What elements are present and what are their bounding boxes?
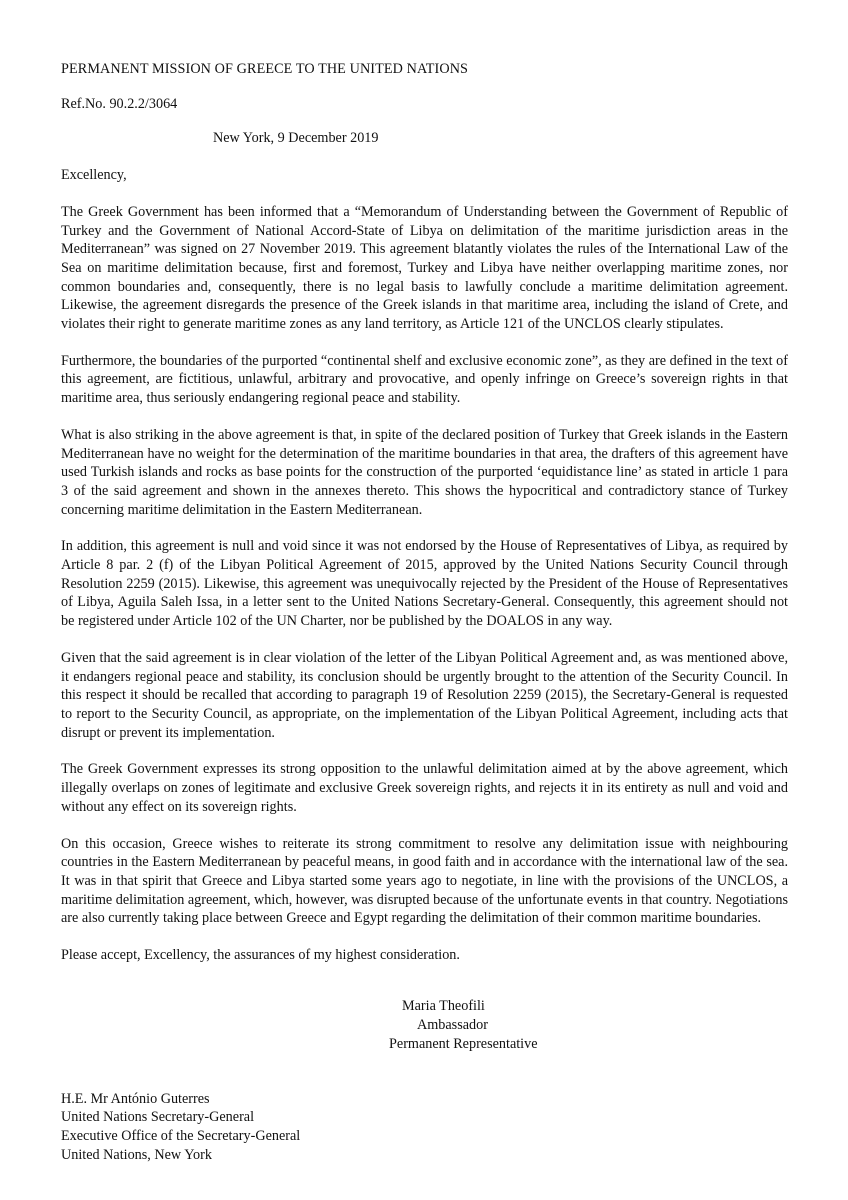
body-paragraph: In addition, this agreement is null and void since it was not endorsed by the House of Representatives of Libya, as required by Article 8 par. 2 (f) of the Libyan Political Agreement of 2015, approved by the United Nations Security Council through Resolution 2259 (2015). Likewise, this agreement was unequivocally rejected by the President of the House of Representatives of Libya, Aguila Saleh Issa, in a letter sent to the United Nations Secretary-General. Consequently, this agreement should not be registered under Article 102 of the UN Charter, nor be published by the DOALOS in any way. <box>61 538 788 630</box>
addressee-line: Executive Office of the Secretary-General <box>61 1128 301 1145</box>
letter-date: New York, 9 December 2019 <box>213 130 379 147</box>
letter-header: PERMANENT MISSION OF GREECE TO THE UNITED NATIONS <box>61 61 469 77</box>
signatory-title: Ambassador <box>417 1016 488 1033</box>
addressee-line: United Nations Secretary-General <box>61 1109 255 1126</box>
addressee-block <box>61 1090 788 1165</box>
body-paragraph: The Greek Government has been informed that a “Memorandum of Understanding between the Government of Republic of Turkey and the Government of National Accord-State of Libya on delimitation of the maritime jurisdiction areas in the Mediterranean” was signed on 27 November 2019. This agreement blatantly violates the rules of the International Law of the Sea on maritime delimitation because, first and foremost, Turkey and Libya have neither overlapping maritime zones, nor common boundaries and, consequently, there is no legal basis to lawfully conclude a maritime delimitation agreement. Likewise, the agreement disregards the presence of the Greek islands in that maritime area, including the island of Crete, and violates their right to generate maritime zones as any land territory, as Article 121 of the UNCLOS clearly stipulates. <box>61 203 788 333</box>
body-paragraph: Furthermore, the boundaries of the purported “continental shelf and exclusive economic zone”, as they are defined in the text of this agreement, are fictitious, unlawful, arbitrary and provocative, and openly infringe on Greece’s sovereign rights in that maritime area, thus seriously endangering regional peace and stability. <box>61 352 788 407</box>
closing-line: Please accept, Excellency, the assurances of my highest consideration. <box>61 947 460 964</box>
signature-block <box>61 997 788 1053</box>
signatory-role: Permanent Representative <box>389 1035 538 1052</box>
body-paragraph: What is also striking in the above agreement is that, in spite of the declared position of Turkey that Greek islands in the Eastern Mediterranean have no weight for the determination of the maritime boundaries in that area, the drafters of this agreement have used Turkish islands and rocks as base points for the construction of the purported ‘equidistance line’ as stated in article 1 para 3 of the said agreement and shown in the annexes thereto. This shows the hypocritical and contradictory stance of Turkey concerning maritime delimitation in the Eastern Mediterranean. <box>61 426 788 518</box>
letter-body <box>61 203 788 928</box>
reference-number: Ref.No. 90.2.2/3064 <box>61 95 178 112</box>
signatory-name: Maria Theofili <box>402 997 485 1014</box>
addressee-line: United Nations, New York <box>61 1146 212 1163</box>
salutation: Excellency, <box>61 167 127 184</box>
addressee-line: H.E. Mr António Guterres <box>61 1090 210 1107</box>
body-paragraph: Given that the said agreement is in clear violation of the letter of the Libyan Political Agreement and, as was mentioned above, it endangers regional peace and stability, its conclusion should be urgently brought to the attention of the Security Council. In this respect it should be recalled that according to paragraph 19 of Resolution 2259 (2015), the Secretary-General is requested to report to the Security Council, as appropriate, on the implementation of the Libyan Political Agreement, including acts that disrupt or prevent its implementation. <box>61 649 788 741</box>
body-paragraph: On this occasion, Greece wishes to reiterate its strong commitment to resolve any delimitation issue with neighbouring countries in the Eastern Mediterranean by peaceful means, in good faith and in accordance with the international law of the sea. It was in that spirit that Greece and Libya started some years ago to negotiate, in line with the provisions of the UNCLOS, a maritime delimitation agreement, which, however, was disrupted because of the unfortunate events in that country. Negotiations are also currently taking place between Greece and Egypt regarding the delimitation of their common maritime boundaries. <box>61 835 788 927</box>
body-paragraph: The Greek Government expresses its strong opposition to the unlawful delimitation aimed at by the above agreement, which illegally overlaps on zones of legitimate and exclusive Greek sovereign rights, and rejects it in its entirety as null and void and without any effect on its sovereign rights. <box>61 761 788 815</box>
